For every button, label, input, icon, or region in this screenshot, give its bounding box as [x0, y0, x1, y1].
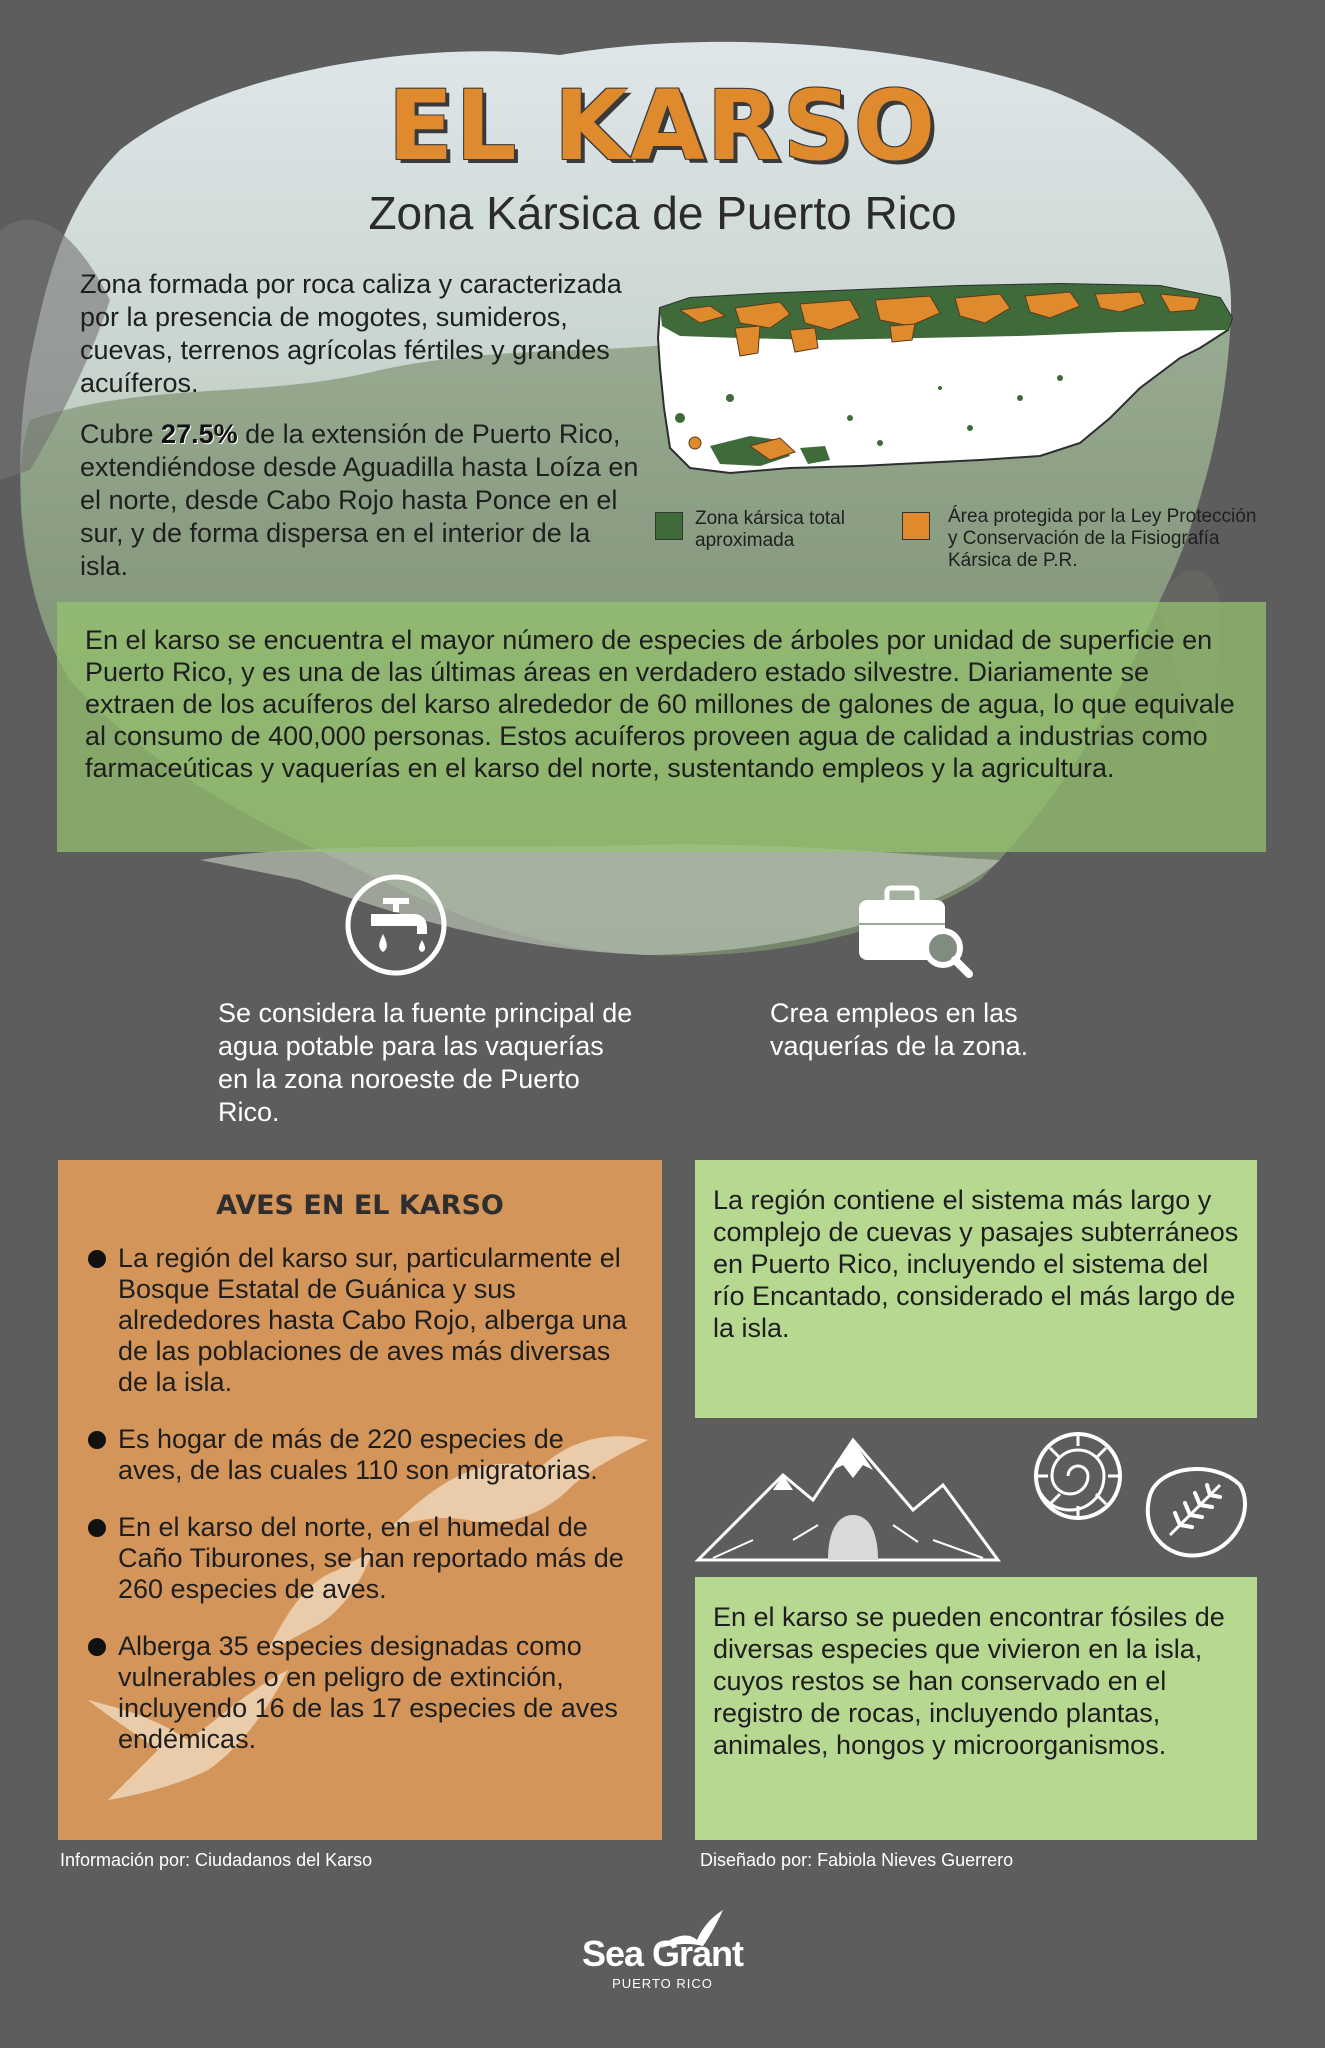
aves-item [88, 1424, 632, 1486]
intro-paragraph-1: Zona formada por roca caliza y caracterizada por la presencia de mogotes, sumideros, cuevas, terrenos agrícolas fértiles y grandes acuíferos. [80, 269, 622, 398]
aves-panel [58, 1160, 662, 1840]
intro-p2-after: de la extensión de Puerto Rico, extendiéndose desde Aguadilla hasta Loíza en el norte, desde Cabo Rojo hasta Ponce en el sur, y de forma dispersa en el interior de la isla. [80, 419, 639, 581]
karst-info-band: En el karso se encuentra el mayor número de especies de árboles por unidad de superficie en Puerto Rico, y es una de las últimas áreas en verdadero estado silvestre. Diariamente se extraen de los acuíferos del karso alrededor de 60 millones de galones de agua, lo que equivale al consumo de 400,000 personas. Estos acuíferos proveen agua de calidad a industrias como farmaceúticas y vaquerías en el karso del norte, sustentando empleos y la agricultura. [57, 602, 1266, 852]
aves-item-text: Es hogar de más de 220 especies de aves, de las cuales 110 son migratorias. [118, 1424, 598, 1485]
puerto-rico-map [640, 268, 1240, 498]
bullet-dot [88, 1431, 106, 1449]
bullet-dot [88, 1519, 106, 1537]
water-tap-icon [343, 872, 449, 978]
aves-title: AVES EN EL KARSO [216, 1190, 504, 1221]
aves-item-text: Alberga 35 especies designadas como vulnerables o en peligro de extinción, incluyendo 16 de las 17 especies de aves endémicas. [118, 1631, 618, 1754]
design-credit: Diseñado por: Fabiola Nieves Guerrero [700, 1850, 1014, 1870]
intro-p2-before: Cubre [80, 419, 162, 449]
bullet-dot [88, 1638, 106, 1656]
legend-swatch-protected-area [902, 512, 930, 540]
jobs-fact: Crea empleos en las vaquerías de la zona. [770, 998, 1029, 1061]
legend-label-protected-area: Área protegida por la Ley Protección y Conservación de la Fisiografía Kársica de P.R. [948, 506, 1257, 571]
aves-item [88, 1243, 632, 1398]
fossils-card: En el karso se pueden encontrar fósiles de diversas especies que vivieron en la isla, cuyos restos se han conservado en el registro de rocas, incluyendo plantas, animales, hongos y microorganismos. [695, 1577, 1257, 1840]
bullet-dot [88, 1250, 106, 1268]
page-title: EL KARSO [387, 70, 938, 182]
aves-item-text: En el karso del norte, en el humedal de Caño Tiburones, se han reportado más de 260 especies de aves. [118, 1512, 624, 1604]
info-credit: Información por: Ciudadanos del Karso [60, 1850, 373, 1870]
mountain-cave-icon [693, 1430, 1003, 1570]
legend-label-karst-zone: Zona kársica total aproximada [695, 508, 845, 551]
aves-item [88, 1631, 632, 1755]
page-subtitle: Zona Kársica de Puerto Rico [368, 187, 957, 239]
karst-percentage: 27.5% [161, 419, 238, 449]
sea-grant-logo-subtext: PUERTO RICO [612, 1976, 713, 1991]
legend-swatch-karst-zone [655, 512, 683, 540]
intro-paragraph-2 [80, 418, 640, 583]
water-source-fact: Se considera la fuente principal de agua potable para las vaquerías en la zona noroeste de Puerto Rico. [218, 998, 633, 1127]
aves-item-text: La región del karso sur, particularmente el Bosque Estatal de Guánica y sus alrededores hasta Cabo Rojo, alberga una de las poblaciones de aves más diversas de la isla. [118, 1243, 627, 1397]
leaf-fossil-icon [1135, 1455, 1255, 1565]
aves-item [88, 1512, 632, 1605]
briefcase-search-icon [855, 880, 975, 980]
sea-grant-logo-text: Sea Grant [581, 1933, 744, 1974]
ammonite-fossil-icon [1030, 1428, 1125, 1523]
caves-card: La región contiene el sistema más largo y complejo de cuevas y pasajes subterráneos en Puerto Rico, incluyendo el sistema del río Encantado, considerado el más largo de la isla. [695, 1160, 1257, 1418]
